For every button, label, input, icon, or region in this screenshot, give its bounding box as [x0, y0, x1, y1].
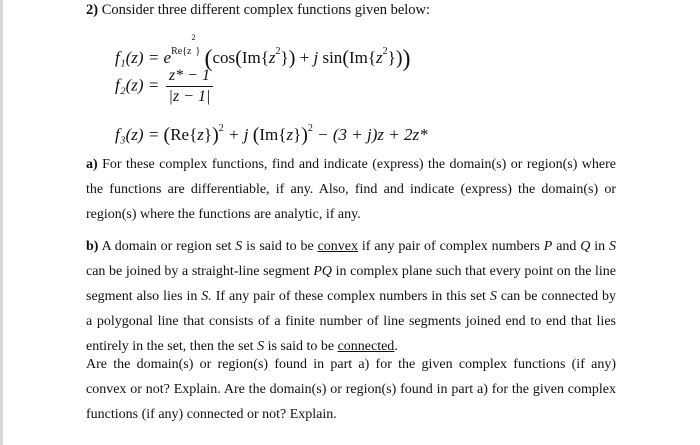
equation-f3: $f_3(z) = (Re\{z\})^2 + j$ $(Im\{z\})^2 - (3 + j)z + 2z*$ — [115, 123, 428, 146]
equation-f2 — [115, 68, 213, 105]
f2-numerator: z* − 1 — [166, 68, 214, 87]
part-a-line: the functions are differentiable, if any. Also, find and indicate (express) the domain(s) or — [86, 182, 616, 197]
part-b-question-line: functions (if any) connected or not? Explain. — [86, 407, 337, 422]
part-a-paragraph — [86, 152, 616, 227]
part-a-line: a) For these complex functions, find and indicate (express) the domain(s) or region(s) where — [86, 157, 616, 172]
f1-exponent: Re{z2} — [171, 33, 201, 57]
part-b-label: b) — [86, 239, 99, 254]
f1-base: e — [163, 48, 172, 67]
part-b-question-line: Are the domain(s) or region(s) found in part a) for the given complex functions (if any) — [86, 357, 616, 372]
part-b-question-line: convex or not? Explain. Are the domain(s) or region(s) found in part a) for the given complex — [86, 382, 616, 397]
part-b-line: segment also lies in S. If any pair of these complex numbers in this set S can be connected by — [86, 289, 617, 304]
f3-tail: − (3 + j)z + 2z* — [317, 125, 428, 144]
part-b-line: a polygonal line that consists of a finite number of line segments joined end to end that lies — [86, 314, 616, 329]
part-b-line: entirely in the set, then the set S is said to be connected. — [86, 339, 398, 354]
f1-lhs: f₁(z) = — [115, 48, 160, 67]
f2-lhs: f₂(z) = — [115, 75, 160, 95]
question-header — [86, 2, 430, 19]
f1-j: j — [313, 48, 319, 67]
part-b-paragraph — [86, 234, 616, 359]
f3-lhs: f₃(z) = — [115, 125, 160, 144]
part-b-question — [86, 352, 616, 427]
connected-term: connected — [337, 339, 395, 354]
f1-im: Im — [241, 48, 261, 67]
f2-denominator: |z − 1| — [168, 88, 211, 105]
question-number: 2) — [86, 2, 99, 18]
page-edge-divider — [0, 0, 3, 445]
f1-cos: cos — [212, 48, 236, 67]
convex-term: convex — [317, 239, 359, 254]
part-b-line: can be joined by a straight-line segment PQ in complex plane such that every point on the line — [86, 264, 617, 279]
question-prompt: Consider three different complex functions given below: — [101, 2, 431, 18]
part-a-line: region(s) where the functions are analytic, if any. — [86, 207, 361, 222]
part-a-label: a) — [86, 157, 98, 172]
equation-f1: $f_1(z) = e^{Re\{z^2\}}$ ($\cos(Im\{z^2\}) + j$ $\sin(Im\{z^2\})$) — [115, 33, 411, 72]
f1-sin: sin — [322, 48, 343, 67]
f2-fraction — [166, 68, 214, 105]
part-b-line: b) A domain or region set S is said to be convex if any pair of complex numbers P and Q in S — [86, 239, 617, 254]
